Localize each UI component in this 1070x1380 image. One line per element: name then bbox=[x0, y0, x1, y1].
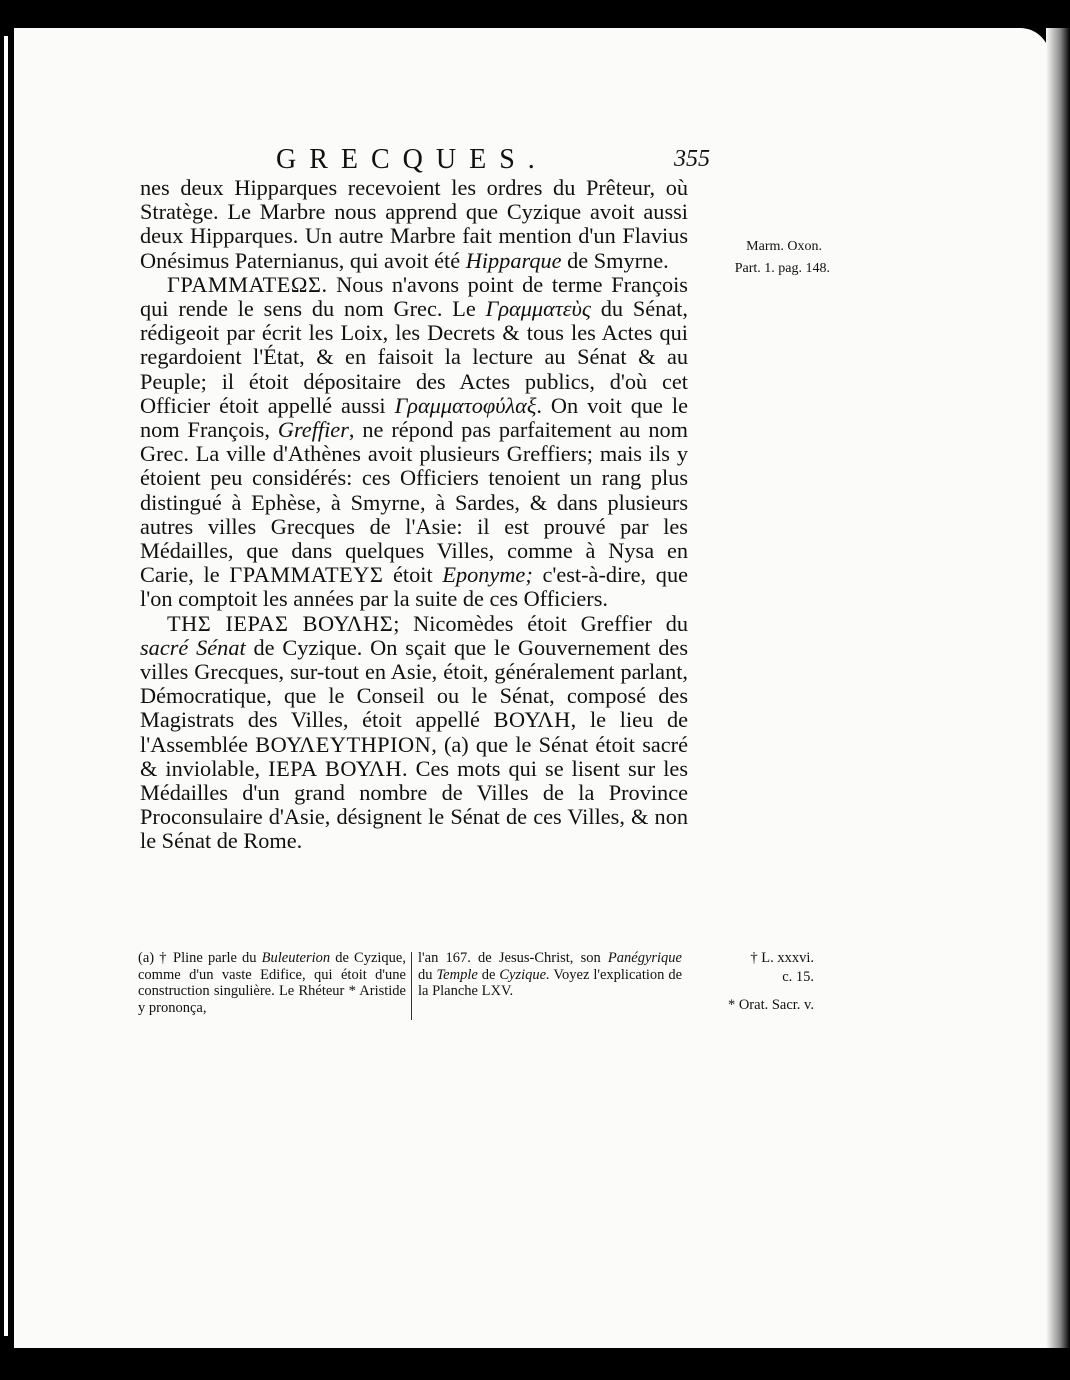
paragraph-grammateos: ΓΡΑΜΜΑΤΕΩΣ. Nous n'avons point de terme François qui rende le sens du nom Grec. Le Γραμματεὺς du Sénat, rédigeoit par écrit les Loix, les Decrets & tous les Actes qui regardoient l'État, & en faisoit la lecture au Sénat & au Peuple; il étoit dépositaire des Actes publics, d'où cet Officier étoit appellé aussi Γραμματοφύλαξ. On voit que le nom François, Greffier, ne répond pas parfaitement au nom Grec. La ville d'Athènes avoit plusieurs Greffiers; mais ils y étoient peu considérés: ces Officiers tenoient un rang plus distingué à Ephèse, à Smyrne, à Sardes, & dans plusieurs autres villes Grecques de l'Asie: il est prouvé par les Médailles, que dans quelques Villes, comme à Nysa en Carie, le ΓΡΑΜΜΑΤΕΥΣ étoit Eponyme; c'est-à-dire, que l'on comptoit les années par la suite de ces Officiers. bbox=[140, 271, 689, 612]
main-text bbox=[140, 176, 688, 854]
scan-left-edge bbox=[4, 36, 8, 1336]
footnote-references bbox=[704, 950, 814, 1016]
running-title: GRECQUES. bbox=[276, 144, 548, 175]
footnote-reference: * Orat. Sacr. v. bbox=[727, 997, 814, 1013]
paragraph-bouleterion: ΤΗΣ ΙΕΡΑΣ ΒΟΥΛΗΣ; Nicomèdes étoit Greffier du sacré Sénat de Cyzique. On sçait que le Gouvernement des villes Grecques, sur-tout en Asie, étoit, généralement parlant, Démocratique, que le Conseil ou le Sénat, composé des Magistrats des Villes, étoit appellé ΒΟΥΛΗ, le lieu de l'Assemblée ΒΟΥΛΕΥΤΗΡΙΟΝ, (a) que le Sénat étoit sacré & inviolable, ΙΕΡΑ ΒΟΥΛΗ. Ces mots qui se lisent sur les Médailles d'un grand nombre de Villes de la Province Proconsulaire d'Asie, désignent le Sénat de ces Villes, & non le Sénat de Rome. bbox=[140, 610, 689, 854]
footnote-column-2: l'an 167. de Jesus-Christ, son Panégyrique du Temple de Cyzique. Voyez l'explication de la Planche LXV. bbox=[418, 950, 683, 999]
footnotes bbox=[138, 950, 814, 1040]
margin-reference-line: Marm. Oxon. bbox=[746, 239, 822, 254]
margin-reference-line: Part. 1. pag. 148. bbox=[734, 261, 830, 276]
paragraph-hipparques: nes deux Hipparques recevoient les ordres du Prêteur, où Stratège. Le Marbre nous apprend que Cyzique avoit aussi deux Hipparques. Un autre Marbre fait mention d'un Flavius Onésimus Paternianus, qui avoit été Hipparque de Smyrne. bbox=[140, 175, 688, 273]
page-edge-shadow bbox=[1046, 28, 1070, 1348]
margin-reference bbox=[700, 236, 830, 280]
footnote-column-1: (a) † Pline parle du Buleuterion de Cyzique, comme d'un vaste Edifice, qui étoit d'une construction singulière. Le Rhéteur * Aristide y prononça, bbox=[138, 950, 406, 1016]
footnote-reference: c. 15. bbox=[782, 968, 814, 985]
footnote-reference: † L. xxxvi. bbox=[750, 950, 814, 966]
page-number: 355 bbox=[674, 146, 710, 172]
footnote-divider bbox=[411, 952, 412, 1020]
